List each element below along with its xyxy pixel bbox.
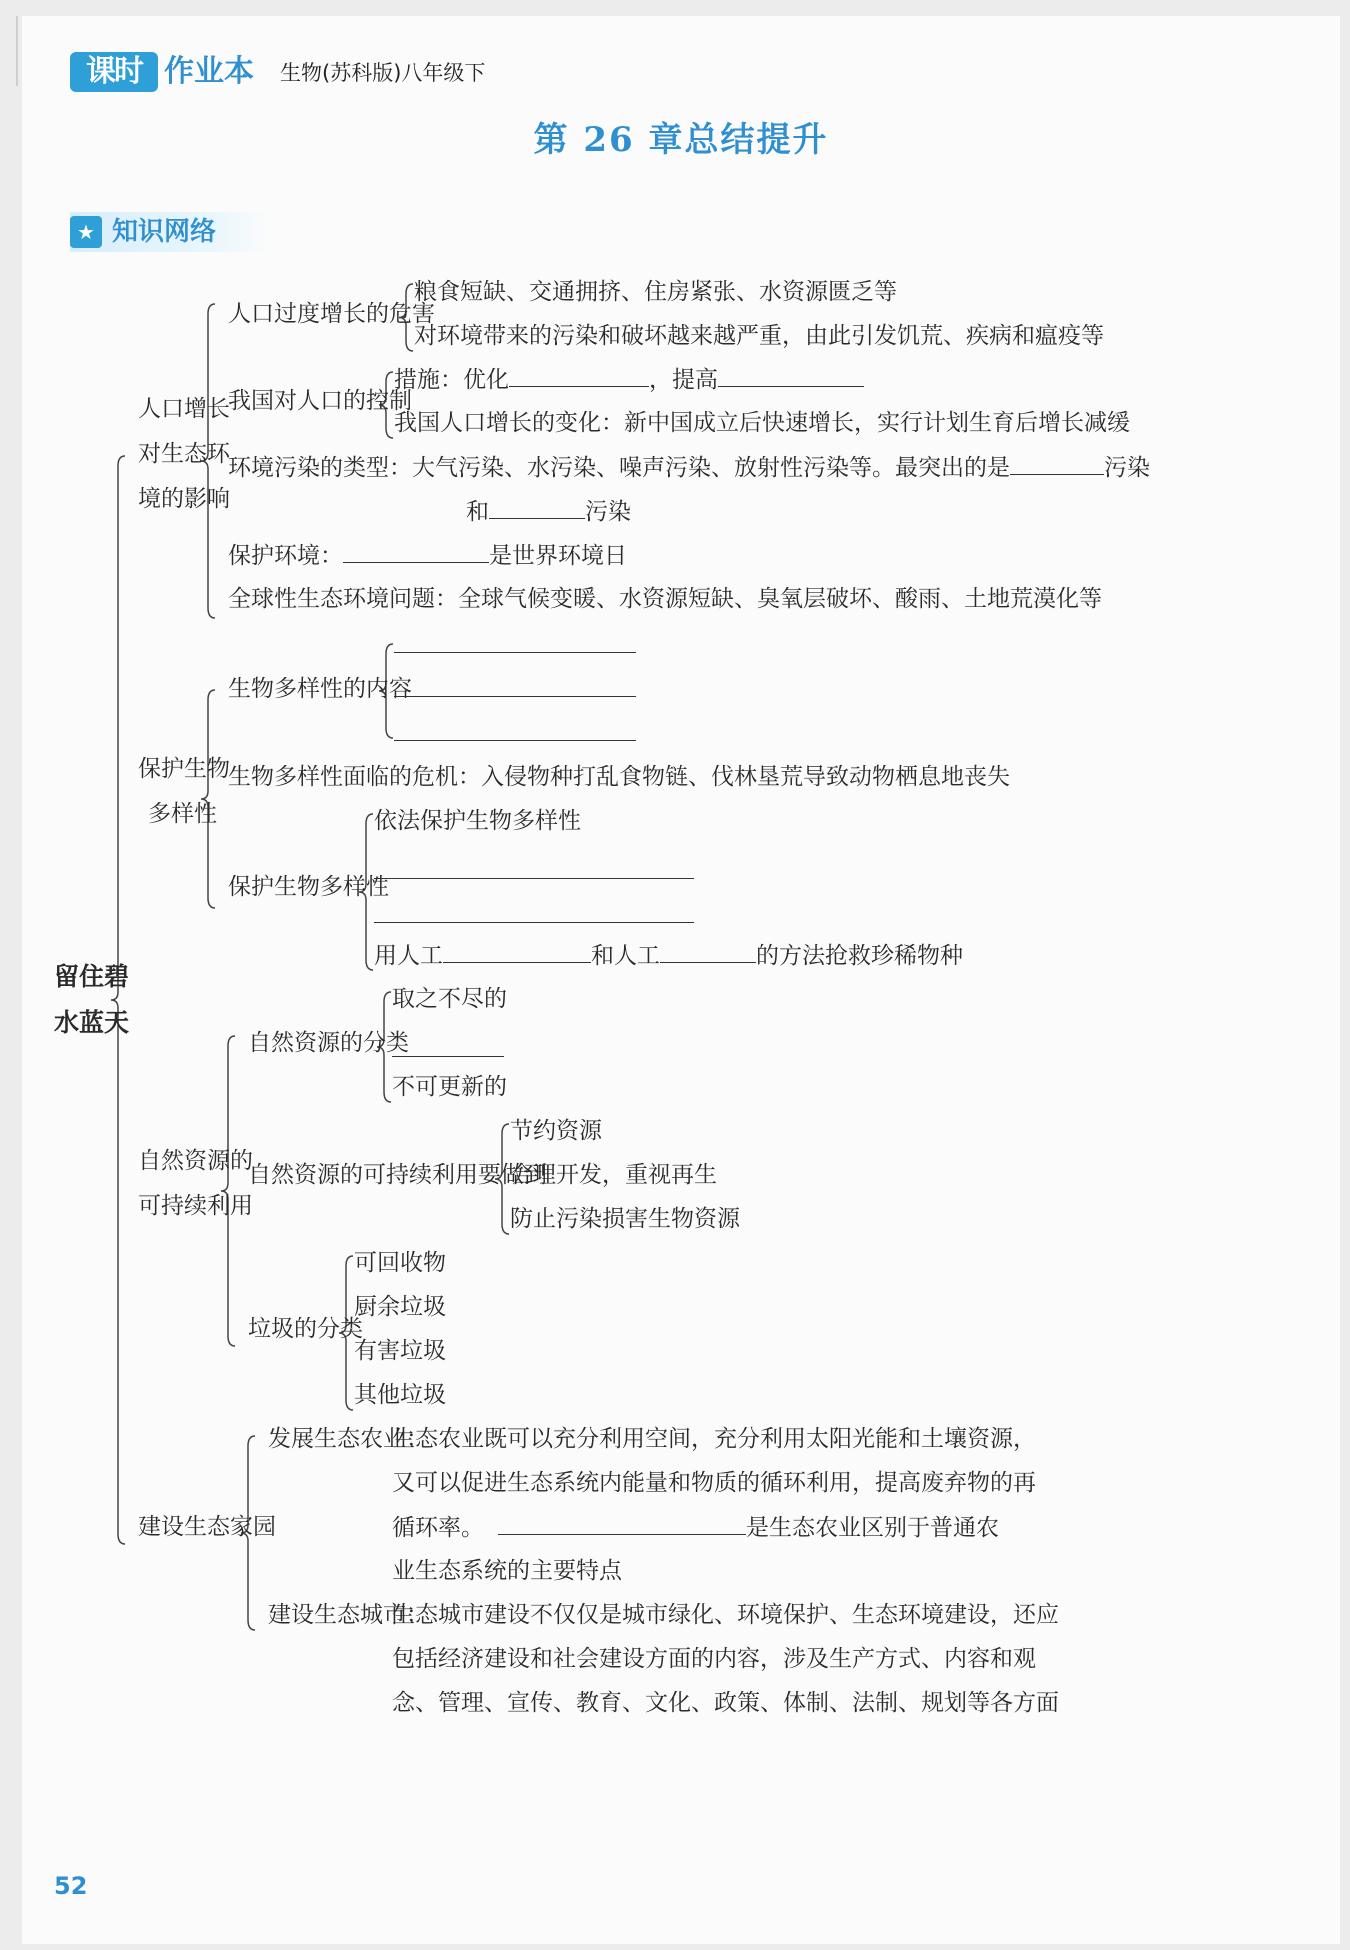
branch3-label-1: 自然资源的: [138, 1148, 253, 1174]
root-node-line2: 水蓝天: [54, 1008, 130, 1037]
environment-day-pre: 保护环境：: [228, 543, 343, 569]
protect-item: 依法保护生物多样性: [374, 808, 581, 834]
harm-item: 粮食短缺、交通拥挤、住房紧张、水资源匮乏等: [414, 279, 897, 305]
fill-blank-line[interactable]: [374, 922, 694, 923]
eco-agriculture-text: 又可以促进生态系统内能量和物质的循环利用，提高废弃物的再: [392, 1470, 1036, 1496]
pollution-types-text: 环境污染的类型：大气污染、水污染、噪声污染、放射性污染等。最突出的是: [228, 455, 1010, 481]
environment-day-post: 是世界环境日: [489, 543, 627, 569]
environment-day: [228, 540, 627, 571]
protect-biodiversity-label: 保护生物多样性: [228, 874, 389, 900]
sustainable-item: 防止污染损害生物资源: [510, 1206, 740, 1232]
sustainable-item: 合理开发，重视再生: [510, 1162, 717, 1188]
protect-item-artificial: [374, 940, 963, 971]
sustainable-use-label: 自然资源的可持续利用要做到: [248, 1162, 547, 1188]
fill-blank[interactable]: [509, 364, 649, 387]
fill-blank-line[interactable]: [392, 1056, 504, 1057]
branch2-label-1: 保护生物: [138, 756, 230, 782]
fill-blank[interactable]: [489, 496, 585, 519]
fill-blank-line[interactable]: [374, 878, 694, 879]
sustainable-item: 节约资源: [510, 1118, 602, 1144]
population-change: 我国人口增长的变化：新中国成立后快速增长，实行计划生育后增长减缓: [394, 410, 1130, 436]
branch1-label-2: 对生态环: [138, 441, 230, 467]
eco-agriculture-label: 发展生态农业：: [268, 1426, 429, 1452]
fill-blank[interactable]: [660, 940, 756, 963]
fill-blank[interactable]: [498, 1512, 746, 1535]
page-number: 52: [54, 1872, 88, 1900]
subject-label: 生物(苏科版)八年级下: [280, 61, 486, 85]
eco-agriculture-text-blank: [392, 1512, 999, 1543]
resource-classification-label: 自然资源的分类: [248, 1030, 409, 1056]
eco-city-text: 生态城市建设不仅仅是城市绿化、环境保护、生态环境建设，还应: [392, 1602, 1059, 1628]
root-node-line1: 留住碧: [54, 962, 130, 991]
pollution-suffix: 污染: [585, 499, 631, 525]
population-control-label: 我国对人口的控制: [228, 388, 412, 414]
branch2-label-2: 多样性: [148, 801, 217, 827]
eco-city-text: 包括经济建设和社会建设方面的内容，涉及生产方式、内容和观: [392, 1646, 1036, 1672]
eco-agriculture-text: 循环率。: [392, 1515, 484, 1541]
biodiversity-content-label: 生物多样性的内容: [228, 676, 412, 702]
branch3-label-2: 可持续利用: [138, 1193, 253, 1219]
branch1-label-3: 境的影响: [138, 486, 230, 512]
star-icon: ★: [70, 216, 102, 248]
fill-blank[interactable]: [1010, 452, 1104, 475]
page-edge-rule: [16, 16, 18, 86]
waste-type: 其他垃圾: [354, 1382, 446, 1408]
branch1-label-1: 人口增长: [138, 396, 230, 422]
harm-item: 对环境带来的污染和破坏越来越严重，由此引发饥荒、疾病和瘟疫等: [414, 323, 1104, 349]
eco-city-text: 念、管理、宣传、教育、文化、政策、体制、法制、规划等各方面: [392, 1690, 1059, 1716]
eco-city-label: 建设生态城市：: [268, 1602, 429, 1628]
biodiversity-crisis: 生物多样性面临的危机：入侵物种打乱食物链、伐林垦荒导致动物栖息地丧失: [228, 764, 1010, 790]
resource-type: 取之不尽的: [392, 986, 507, 1012]
eco-agriculture-text: 是生态农业区别于普通农: [746, 1515, 999, 1541]
resource-type: 不可更新的: [392, 1074, 507, 1100]
global-issues: 全球性生态环境问题：全球气候变暖、水资源短缺、臭氧层破坏、酸雨、土地荒漠化等: [228, 586, 1102, 612]
pollution-types: [228, 452, 1150, 483]
eco-agriculture-text: 生态农业既可以充分利用空间，充分利用太阳光能和土壤资源，: [392, 1426, 1036, 1452]
population-harm-label: 人口过度增长的危害: [228, 301, 435, 327]
fill-blank-line[interactable]: [394, 696, 636, 697]
brand-logo: 课时: [70, 52, 158, 92]
brand-name: 作业本: [164, 54, 254, 89]
pollution-suffix: 污染: [1104, 455, 1150, 481]
fill-blank[interactable]: [443, 940, 591, 963]
waste-type: 可回收物: [354, 1250, 446, 1276]
control-measure-mid: ，提高: [649, 367, 718, 393]
waste-type: 有害垃圾: [354, 1338, 446, 1364]
waste-sorting-label: 垃圾的分类: [248, 1316, 363, 1342]
artificial-post: 的方法抢救珍稀物种: [756, 943, 963, 969]
pollution-and: 和: [466, 499, 489, 525]
fill-blank[interactable]: [718, 364, 864, 387]
page-title: 第 26 章总结提升: [533, 120, 829, 160]
artificial-mid: 和人工: [591, 943, 660, 969]
workbook-page: [22, 16, 1340, 1944]
section-label: 知识网络: [112, 217, 217, 247]
waste-type: 厨余垃圾: [354, 1294, 446, 1320]
branch4-label: 建设生态家园: [138, 1514, 276, 1540]
fill-blank-line[interactable]: [394, 740, 636, 741]
eco-agriculture-text: 业生态系统的主要特点: [392, 1558, 622, 1584]
fill-blank-line[interactable]: [394, 652, 636, 653]
fill-blank[interactable]: [343, 540, 489, 563]
artificial-pre: 用人工: [374, 943, 443, 969]
control-measure-pre: 措施：优化: [394, 367, 509, 393]
pollution-types-cont: [466, 496, 631, 527]
control-measure: [394, 364, 864, 395]
